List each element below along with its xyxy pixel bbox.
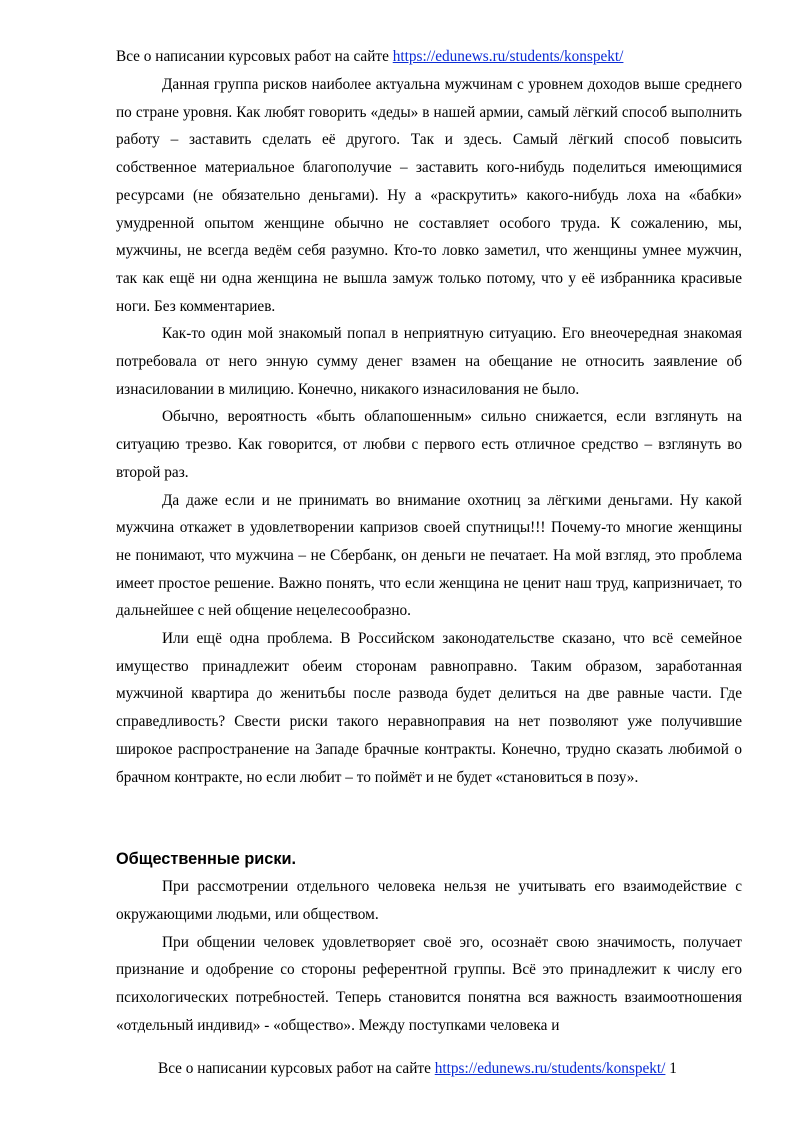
footer-text: Все о написании курсовых работ на сайте — [158, 1060, 435, 1077]
paragraph: Данная группа рисков наиболее актуальна мужчинам с уровнем доходов выше среднего по стране уровня. Как любят говорить «деды» в нашей армии, самый лёгкий способ выполнить работу – заставить сделать её другого. Так и здесь. Самый лёгкий способ повысить собственное материальное благополучие – заставить кого-нибудь поделиться имеющимися ресурсами (не обязательно деньгами). Ну а «раскрутить» какого-нибудь лоха на «бабки» умудренной опытом женщине обычно не составляет особого труда. К сожалению, мы, мужчины, не всегда ведём себя разумно. Кто-то ловко заметил, что женщины умнее мужчин, так как ещё ни одна женщина не вышла замуж только потому, что у её избранника красивые ноги. Без комментариев. — [116, 76, 742, 315]
section-body — [116, 873, 742, 1039]
header-text: Все о написании курсовых работ на сайте — [116, 48, 393, 65]
page-header — [116, 46, 623, 68]
header-link[interactable]: https://edunews.ru/students/konspekt/ — [392, 48, 624, 65]
paragraph: Или ещё одна проблема. В Российском законодательстве сказано, что всё семейное имущество принадлежит обеим сторонам равноправно. Таким образом, заработанная мужчиной квартира до женитьбы после развода будет делиться на две равные части. Где справедливость? Свести риски такого неравноправия на нет позволяют уже получившие широкое распространение на Западе брачные контракты. Конечно, трудно сказать любимой о брачном контракте, но если любит – то поймёт и не будет «становиться в позу». — [116, 630, 742, 786]
footer-link[interactable]: https://edunews.ru/students/konspekt/ — [434, 1060, 666, 1077]
section-heading: Общественные риски. — [116, 850, 297, 869]
paragraph: При общении человек удовлетворяет своё эго, осознаёт свою значимость, получает признание и одобрение со стороны референтной группы. Всё это принадлежит к числу его психологических потребностей. Теперь становится понятна вся важность взаимоотношения «отдельный индивид» - «общество». Между поступками человека и — [116, 933, 742, 1034]
document-body — [116, 71, 742, 1040]
paragraph: Обычно, вероятность «быть облапошенным» сильно снижается, если взглянуть на ситуацию трезво. Как говорится, от любви с первого есть отличное средство – взглянуть во второй раз. — [116, 408, 742, 481]
page-number: 1 — [669, 1060, 677, 1077]
paragraph: Как-то один мой знакомый попал в неприятную ситуацию. Его внеочередная знакомая потребовала от него энную сумму денег взамен на обещание не относить заявление об изнасиловании в милицию. Конечно, никакого изнасилования не было. — [116, 325, 742, 398]
paragraph: Да даже если и не принимать во внимание охотниц за лёгкими деньгами. Ну какой мужчина откажет в удовлетворении капризов своей спутницы!!! Почему-то многие женщины не понимают, что мужчина – не Сбербанк, он деньги не печатает. На мой взгляд, это проблема имеет простое решение. Важно понять, что если женщина не ценит наш труд, капризничает, то дальнейшее с ней общение нецелесообразно. — [116, 491, 742, 620]
page-footer — [158, 1058, 677, 1080]
paragraph: При рассмотрении отдельного человека нельзя не учитывать его взаимодействие с окружающими людьми, или обществом. — [116, 878, 742, 923]
